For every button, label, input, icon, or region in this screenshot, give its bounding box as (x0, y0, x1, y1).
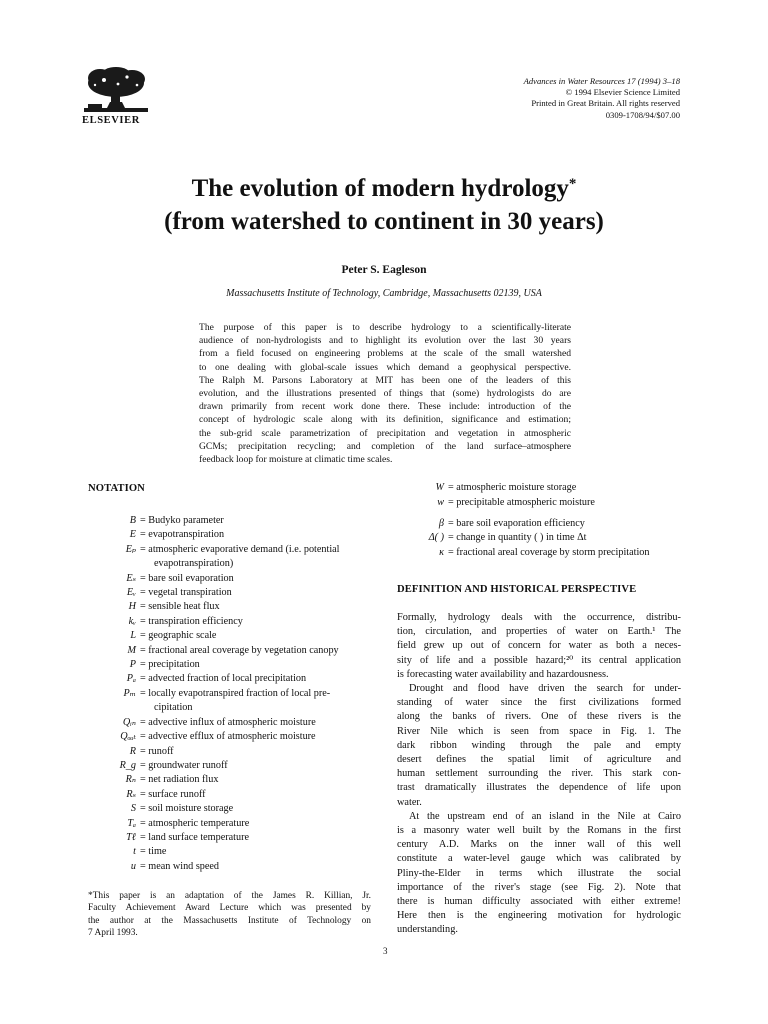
copyright-line: © 1994 Elsevier Science Limited (565, 87, 680, 98)
notation-symbol: Tℓ (126, 831, 136, 843)
notation-item (88, 672, 388, 686)
notation-item (88, 644, 388, 658)
body-line: water. (397, 796, 422, 808)
notation-description: = atmospheric evaporative demand (i.e. potential (140, 543, 340, 555)
notation-item (88, 831, 388, 845)
body-line: is a masonry water well built by the Romans in the first (397, 825, 681, 837)
notation-symbol: w (437, 496, 444, 508)
footnote-line: the author at the Massachusetts Institute of Technology on (88, 915, 371, 926)
notation-item (88, 543, 388, 557)
notation-description: = geographic scale (140, 630, 217, 642)
notation-description: = atmospheric temperature (140, 817, 250, 829)
notation-symbol: t (133, 846, 136, 858)
elsevier-tree-icon (80, 66, 152, 114)
notation-item (88, 773, 388, 787)
abstract-line: feedback loop for moisture at climatic time scales. (199, 454, 393, 466)
body-line: Pliny-the-Elder in terms which illustrate the social (397, 867, 681, 879)
publisher-logo (80, 66, 156, 126)
abstract-line: concept of hydrologic scale along with its definition, significance and estimation; (199, 414, 571, 426)
title-line-1: The evolution of modern hydrology (191, 175, 569, 202)
title-footnote-mark: * (568, 176, 577, 192)
body-line: field grew up out of concern for water as both a neces- (397, 640, 681, 652)
notation-description: = groundwater runoff (140, 759, 228, 771)
notation-item (88, 687, 388, 701)
body-line: dark ribbon winding through the pale and empty (397, 739, 681, 751)
notation-symbol (88, 701, 154, 715)
notation-description: = land surface temperature (140, 831, 249, 843)
notation-item (88, 701, 388, 715)
notation-symbol (88, 557, 154, 571)
notation-item (88, 658, 388, 672)
notation-item (88, 730, 388, 744)
body-line: River Nile which is seen from space in Fig. 1. The (397, 725, 681, 737)
notation-item (88, 615, 388, 629)
body-line: At the upstream end of an island in the Nile at Cairo (409, 810, 681, 822)
notation-item (88, 802, 388, 816)
journal-citation: Advances in Water Resources 17 (1994) 3–18 (523, 76, 680, 86)
notation-item (88, 557, 388, 571)
notation-symbol: L (130, 630, 136, 642)
journal-info (524, 76, 680, 121)
abstract-line: GCMs; precipitation recycling; and completion of the land surface–atmosphere (199, 440, 571, 452)
body-line: Formally, hydrology deals with the occurrence, distribu- (397, 612, 681, 623)
notation-symbol: Rₙ (125, 774, 136, 786)
body-line: along the banks of rivers. One of these rivers is the (397, 711, 681, 723)
abstract-line: evolution, and the illustrations presented of things that (some) hydrologists do are (199, 388, 571, 400)
notation-list-continued (394, 481, 694, 561)
publisher-name: ELSEVIER (82, 115, 140, 126)
author-affiliation: Massachusetts Institute of Technology, Cambridge, Massachusetts 02139, USA (226, 288, 542, 299)
notation-description: = vegetal transpiration (140, 587, 232, 599)
notation-description: cipitation (154, 702, 193, 714)
notation-symbol: H (128, 601, 136, 613)
notation-symbol: S (130, 803, 136, 815)
footnote-line: Faculty Achievement Award Lecture which was presented by (88, 903, 371, 914)
notation-item (88, 600, 388, 614)
notation-item (88, 716, 388, 730)
notation-description: = soil moisture storage (140, 803, 234, 815)
notation-description: = sensible heat flux (140, 601, 220, 613)
author-name: Peter S. Eagleson (341, 264, 427, 276)
notation-description: = evapotranspiration (140, 529, 225, 541)
body-line: understanding. (397, 924, 458, 936)
notation-symbol: Tₐ (127, 817, 136, 829)
notation-symbol: Pₐ (126, 673, 136, 685)
body-line: trast dramatically illustrates the dependence of life upon (397, 782, 681, 794)
abstract-line: to one dealing with global-scale issues which demand a geophysical perspective. (199, 361, 571, 373)
notation-symbol: κ (439, 547, 444, 559)
body-line: Here then is the engineering motivation for hydrologic (397, 910, 681, 922)
footnote-line: *This paper is an adaptation of the James R. Killian, Jr. (88, 891, 371, 901)
notation-description: = surface runoff (140, 788, 206, 800)
abstract-line: the sub-grid scale parametrization of precipitation and vegetation in atmospheric (199, 427, 571, 439)
notation-symbol: R_g (119, 759, 136, 771)
abstract-line: from a field focused on engineering problems at the scale of the small watershed (199, 348, 571, 360)
notation-symbol: Rₛ (126, 788, 136, 800)
section-heading: DEFINITION AND HISTORICAL PERSPECTIVE (397, 584, 637, 595)
body-line: Drought and flood have driven the search for under- (409, 683, 681, 695)
body-line: century A.D. Marks on the inner wall of this well (397, 839, 681, 851)
notation-description: evapotranspiration) (154, 558, 234, 570)
notation-item (88, 759, 388, 773)
notation-item (88, 745, 388, 759)
notation-item (88, 788, 388, 802)
body-line: desert defines the spatial limit of agriculture and (397, 754, 681, 766)
body-line: standing of water since the first civilizations formed (397, 697, 681, 709)
notation-item (394, 481, 694, 496)
issn-line: 0309-1708/94/$07.00 (605, 109, 680, 120)
notation-description: = Budyko parameter (140, 515, 224, 526)
body-line: human settlement surrounding the river. This stark con- (397, 768, 681, 780)
notation-symbol: Pₘ (123, 687, 136, 699)
notation-symbol: β (438, 517, 444, 529)
notation-item (88, 514, 388, 528)
footnote-line: 7 April 1993. (88, 928, 138, 939)
notation-description: = advective influx of atmospheric moisture (140, 716, 316, 728)
notation-symbol: P (129, 659, 136, 671)
section-body (397, 611, 681, 938)
title-line-2: (from watershed to continent in 30 years) (164, 208, 604, 235)
paper-title (0, 172, 768, 238)
notation-symbol: u (130, 860, 136, 872)
body-line: there is human difficulty associated with either extreme! (397, 896, 681, 908)
notation-description: = change in quantity ( ) in time Δt (448, 532, 587, 544)
notation-item (88, 817, 388, 831)
notation-description: = transpiration efficiency (140, 615, 243, 627)
notation-item (88, 860, 388, 874)
body-line: importance of the river's stage (see Fig. 2). Note that (397, 881, 681, 893)
notation-item (88, 528, 388, 542)
notation-symbol: Δ( ) (428, 532, 444, 544)
body-line: is forecasting water availability and hazardousness. (397, 668, 609, 680)
notation-item (394, 496, 694, 511)
page-number: 3 (383, 946, 388, 956)
notation-item (88, 586, 388, 600)
notation-list (88, 514, 388, 874)
notation-symbol: Eᵥ (126, 587, 136, 599)
notation-symbol: Qᵢₙ (122, 716, 136, 728)
notation-heading: NOTATION (88, 483, 145, 494)
abstract-line: audience of non-hydrologists and to highlight its evolution over the last 30 years (199, 335, 571, 347)
notation-description: = mean wind speed (140, 860, 220, 872)
printed-line: Printed in Great Britain. All rights reserved (531, 98, 680, 109)
title-footnote (88, 890, 371, 940)
notation-item (394, 517, 694, 532)
notation-description: = locally evapotranspired fraction of local pre- (140, 687, 331, 699)
notation-description: = precipitation (140, 659, 200, 671)
notation-description: = precipitable atmospheric moisture (448, 496, 595, 508)
notation-item (88, 572, 388, 586)
notation-item (88, 845, 388, 859)
notation-description: = bare soil evaporation efficiency (448, 517, 585, 529)
notation-symbol: B (129, 515, 136, 526)
notation-item (88, 629, 388, 643)
notation-symbol: E (129, 529, 136, 541)
abstract (199, 321, 571, 466)
notation-symbol: kᵥ (128, 615, 136, 627)
abstract-line: The Ralph M. Parsons Laboratory at MIT has been one of the leaders of this (199, 374, 571, 386)
body-line: constitute a water-level gauge which was calibrated by (397, 853, 681, 865)
body-line: tion, circulation, and properties of water on Earth.¹ The (397, 626, 681, 638)
body-line: sity of life and a possible hazard;²⁰ its central application (397, 654, 681, 666)
notation-description: = atmospheric moisture storage (448, 482, 577, 493)
notation-symbol: Qₒᵤₜ (120, 731, 136, 743)
abstract-line: The purpose of this paper is to describe hydrology to a scientifically-literate (199, 322, 571, 333)
notation-symbol: M (127, 644, 136, 656)
notation-description: = net radiation flux (140, 774, 219, 786)
notation-symbol: W (435, 482, 444, 493)
notation-description: = fractional areal coverage by storm precipitation (448, 547, 650, 559)
abstract-line: drawn primarily from recent work done there. These include: introduction of the (199, 401, 571, 413)
notation-symbol: Eₚ (125, 543, 136, 555)
notation-symbol: R (129, 745, 136, 757)
notation-description: = runoff (140, 745, 174, 757)
notation-item (394, 546, 694, 561)
notation-description: = fractional areal coverage by vegetation canopy (140, 644, 339, 656)
notation-description: = advective efflux of atmospheric moisture (140, 731, 316, 743)
notation-symbol: Eₛ (126, 572, 136, 584)
notation-item (394, 531, 694, 546)
notation-description: = advected fraction of local precipitation (140, 673, 307, 685)
notation-description: = time (140, 846, 167, 858)
notation-description: = bare soil evaporation (140, 572, 234, 584)
